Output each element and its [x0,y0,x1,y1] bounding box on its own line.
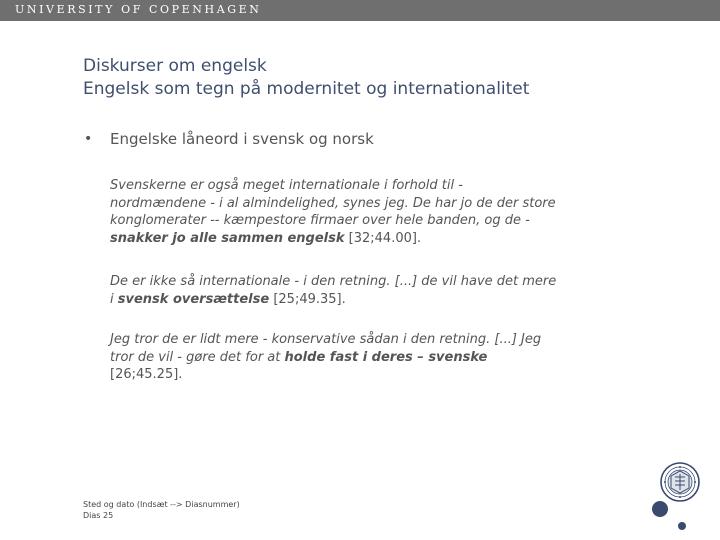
slide-footer [83,499,240,521]
university-seal-icon [660,462,700,502]
quote-2-emphasis: svensk oversættelse [117,291,270,307]
quote-1-emphasis: snakker jo alle sammen engelsk [110,230,345,246]
quote-2-pre: i [110,291,118,307]
university-name: UNIVERSITY OF COPENHAGEN [15,3,262,16]
title-line-2: Engelsk som tegn på modernitet og internationalitet [83,79,530,99]
quote-2 [110,273,610,308]
quote-1-line-1: Svenskerne er også meget internationale i forhold til - [110,178,463,193]
slide-title [83,55,683,101]
decorative-dot-small [678,522,686,530]
quote-3-line-1: Jeg tror de er lidt mere - konservative sådan i den retning. [...] Jeg [110,332,542,347]
quote-1-line-3: konglomerater -- kæmpestore firmaer over hele banden, og de - [110,213,530,228]
quote-1-line-2: nordmændene - i al almindelighed, synes jeg. De har jo de der store [110,195,556,211]
bullet-text: Engelske låneord i svensk og norsk [110,130,374,148]
quote-3-ref: [26;45.25]. [110,367,183,382]
header-bar [0,0,720,21]
slide-number: Dias 25 [83,511,114,520]
quote-1 [110,177,610,247]
footer-date: Sted og dato (Indsæt --> Diasnummer) [83,500,240,509]
bullet-icon: • [84,131,93,147]
quote-1-ref: [32;44.00]. [344,230,422,246]
quote-2-line-1: De er ikke så internationale - i den retning. [...] de vil have det mere [110,274,557,289]
quote-3-emphasis: holde fast i deres – svenske [284,349,488,365]
decorative-dot-large [652,501,668,517]
quote-3-pre: tror de vil - gøre det for at [110,349,285,365]
quote-2-ref: [25;49.35]. [269,291,346,307]
title-line-1: Diskurser om engelsk [83,56,267,76]
quote-3 [110,331,610,384]
